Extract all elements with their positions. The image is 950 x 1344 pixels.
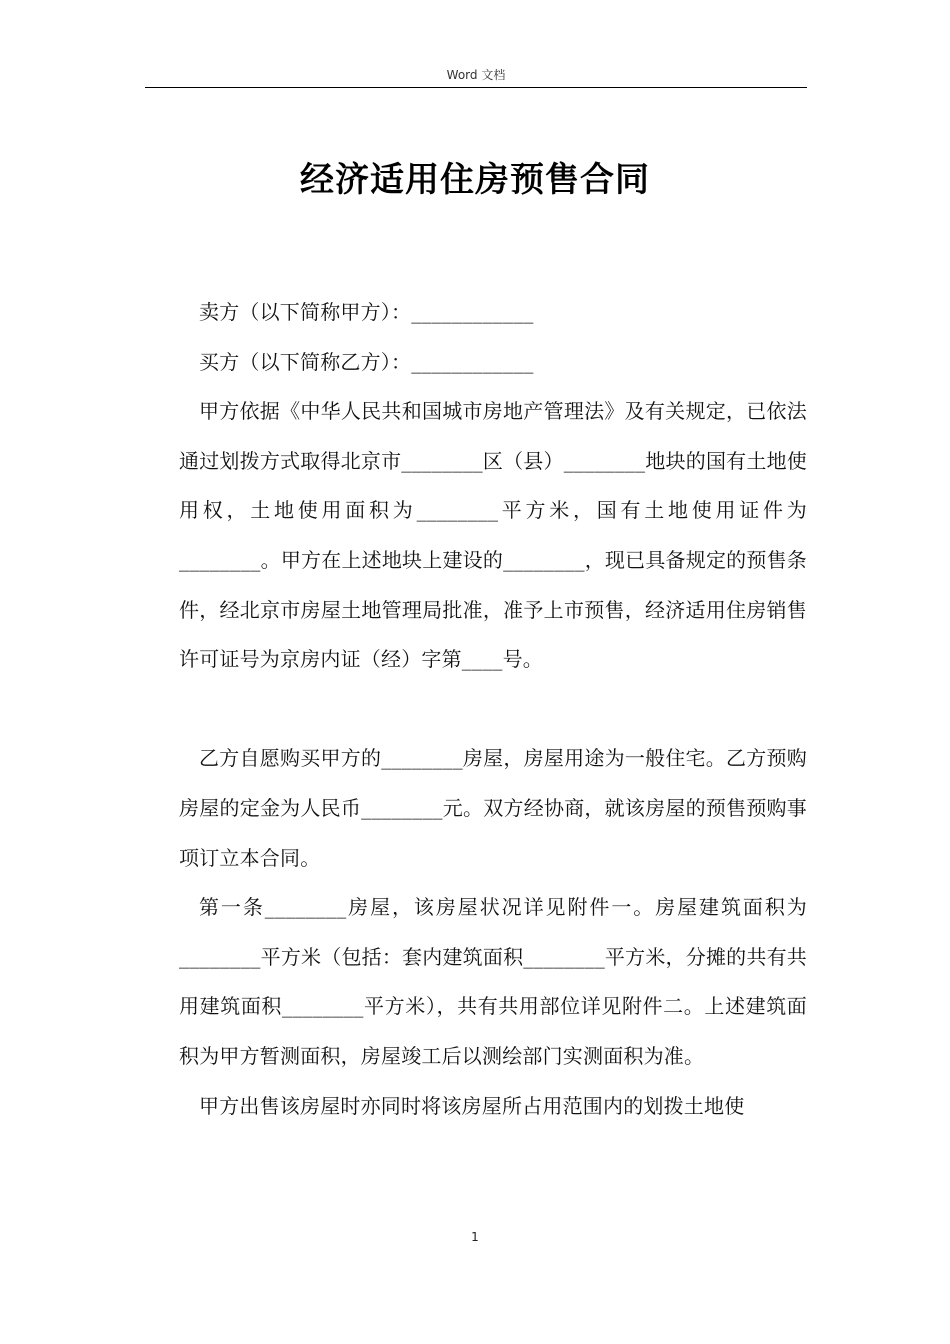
document-body [179,288,807,1131]
paragraph-land-use: 甲方出售该房屋时亦同时将该房屋所占用范围内的划拨土地使 [199,1093,745,1118]
paragraph-legal-basis: 甲方依据《中华人民共和国城市房地产管理法》及有关规定，已依法通过划拨方式取得北京市________区（县）________地块的国有土地使用权，土地使用面积为________平方米，国有土地使用证件为________。甲方在上述地块上建设的________，现已具备规定的预售条件，经北京市房屋土地管理局批准，准予上市预售，经济适用住房销售许可证号为京房内证（经）字第____号。 [179,399,807,672]
page-number: 1 [471,1230,479,1244]
page-header: Word 文档 [446,68,506,82]
paragraph-purchase-intent: 乙方自愿购买甲方的________房屋，房屋用途为一般住宅。乙方预购房屋的定金为人民币________元。双方经协商，就该房屋的预售预购事项订立本合同。 [179,746,807,870]
paragraph-article-one: 第一条________房屋，该房屋状况详见附件一。房屋建筑面积为________平方米（包括：套内建筑面积________平方米，分摊的共有共用建筑面积________平方米），共有共用部位详见附件二。上述建筑面积为甲方暂测面积，房屋竣工后以测绘部门实测面积为准。 [179,895,807,1068]
header-divider [145,87,807,88]
document-title: 经济适用住房预售合同 [300,160,650,200]
seller-line: 卖方（以下简称甲方）：____________ [199,300,534,324]
buyer-line: 买方（以下简称乙方）：____________ [199,349,534,374]
